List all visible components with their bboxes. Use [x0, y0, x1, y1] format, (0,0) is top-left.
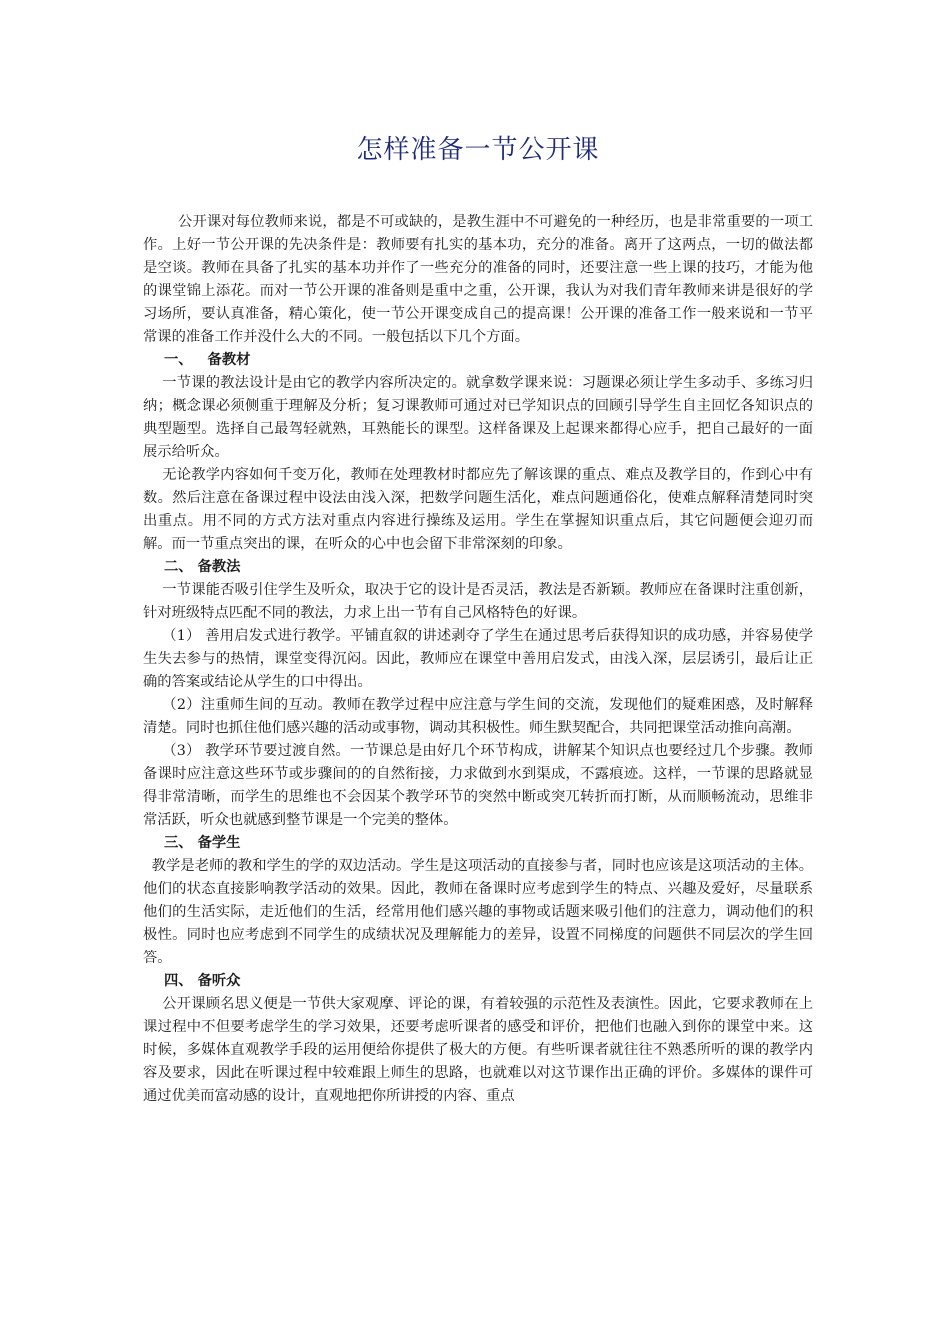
body-paragraph: 无论教学内容如何千变万化，教师在处理教材时都应先了解该课的重点、难点及教学目的，作到心中有数。然后注意在备课过程中设法由浅入深，把数学问题生活化，难点问题通俗化，使难点解释清楚同时突出重点。用不同的方式方法对重点内容进行操练及运用。学生在掌握知识重点后，其它问题便会迎刃而解。而一节重点突出的课，在听众的心中也会留下非常深刻的印象。 — [143, 467, 813, 552]
section-1 — [143, 349, 813, 556]
section-heading: 四、 备听众 — [164, 973, 241, 989]
section-4 — [143, 970, 813, 1108]
body-paragraph: 公开课顾名思义便是一节供大家观摩、评论的课，有着较强的示范性及表演性。因此，它要求教师在上课过程中不但要考虑学生的学习效果，还要考虑听课者的感受和评价，把他们也融入到你的课堂中来。这时候，多媒体直观教学手段的运用便给你提供了极大的方便。有些听课者就往往不熟悉所听的课的教学内容及要求，因此在听课过程中较难跟上师生的思路，也就难以对这节课作出正确的评价。多媒体的课件可通过优美而富动感的设计，直观地把你所讲授的内容、重点 — [143, 996, 813, 1104]
intro-paragraph: 公开课对每位教师来说，都是不可或缺的，是教生涯中不可避免的一种经历，也是非常重要的一项工作。上好一节公开课的先决条件是：教师要有扎实的基本功，充分的准备。离开了这两点，一切的做法都是空谈。教师在具备了扎实的基本功并作了一些充分的准备的同时，还要注意一些上课的技巧，才能为他的课堂锦上添花。而对一节公开课的准备则是重中之重，公开课，我认为对我们青年教师来讲是很好的学习场所，要认真准备，精心策化，使一节公开课变成自己的提高课！公开课的准备工作一般来说和一节平常课的准备工作并没什么大的不同。一般包括以下几个方面。 — [143, 214, 813, 345]
body-paragraph: （3） 教学环节要过渡自然。一节课总是由好几个环节构成，讲解某个知识点也要经过几个步骤。教师备课时应注意这些环节或步骤间的的自然衔接，力求做到水到渠成，不露痕迹。这样，一节课的思路就显得非常清晰，而学生的思维也不会因某个教学环节的突然中断或突兀转折而打断，从而顺畅流动，思维非常活跃，听众也就感到整节课是一个完美的整体。 — [143, 743, 813, 828]
document-title: 怎样准备一节公开课 — [356, 135, 600, 165]
section-2 — [143, 556, 813, 832]
body-paragraph: 教学是老师的教和学生的学的双边活动。学生是这项活动的直接参与者，同时也应该是这项活动的主体。他们的状态直接影响教学活动的效果。因此，教师在备课时应考虑到学生的特点、兴趣及爱好，尽量联系他们的生活实际，走近他们的生活，经常用他们感兴趣的事物或话题来吸引他们的注意力，调动他们的积极性。同时也应考虑到不同学生的成绩状况及理解能力的差异，设置不同梯度的问题供不同层次的学生回答。 — [143, 858, 813, 966]
section-heading: 三、 备学生 — [164, 835, 241, 851]
body-paragraph: （1） 善用启发式进行教学。平铺直叙的讲述剥夺了学生在通过思考后获得知识的成功感，并容易使学生失去参与的热情，课堂变得沉闷。因此，教师应在课堂中善用启发式，由浅入深，层层诱引，最后让正确的答案或结论从学生的口中得出。 — [143, 628, 813, 690]
body-paragraph: （2）注重师生间的互动。教师在教学过程中应注意与学生间的交流，发现他们的疑难困惑，及时解释清楚。同时也抓住他们感兴趣的活动或事物，调动其积极性。师生默契配合，共同把课堂活动推向高潮。 — [143, 697, 813, 736]
document-page — [143, 126, 813, 1108]
section-heading: 二、 备教法 — [164, 559, 241, 575]
body-paragraph: 一节课的教法设计是由它的教学内容所决定的。就拿数学课来说：习题课必须让学生多动手、多练习归纳；概念课必须侧重于理解及分析；复习课教师可通过对已学知识点的回顾引导学生自主回忆各知识点的典型题型。选择自己最驾轻就熟，耳熟能长的课型。这样备课及上起课来都得心应手，把自己最好的一面展示给听众。 — [143, 375, 813, 460]
body-paragraph: 一节课能否吸引住学生及听众，取决于它的设计是否灵活，教法是否新颖。教师应在备课时注重创新，针对班级特点匹配不同的教法，力求上出一节有自己风格特色的好课。 — [143, 582, 813, 621]
section-3 — [143, 832, 813, 970]
section-heading: 一、 备教材 — [164, 352, 251, 368]
